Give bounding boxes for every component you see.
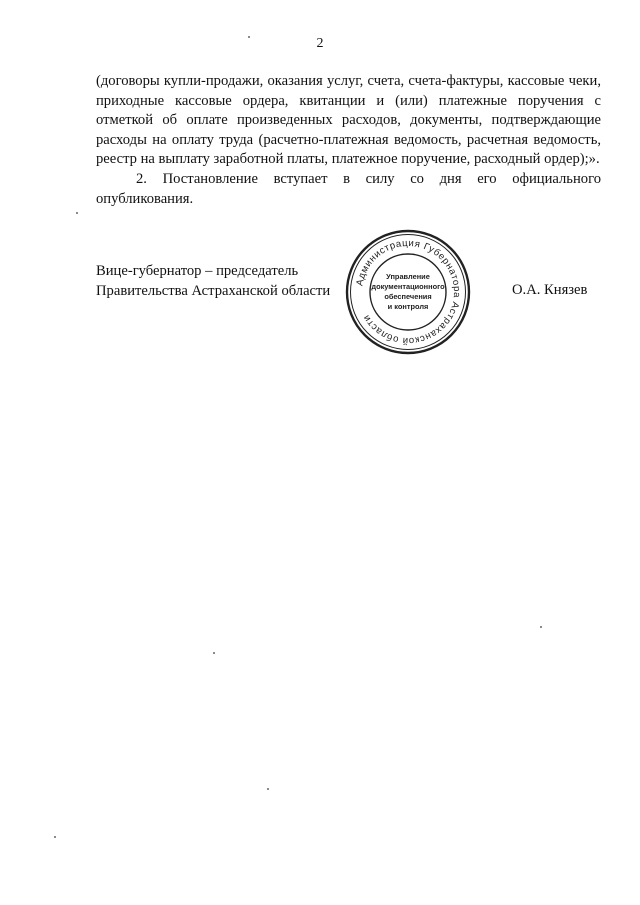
scan-speck [76,212,78,214]
signature-block [96,262,330,301]
scan-speck [213,652,215,654]
stamp-center-line-1: Управление [386,272,430,281]
paragraph-documents-list: (договоры купли-продажи, оказания услуг, счета, счета-фактуры, кассовые чеки, приходные кассовые ордера, квитанции и (или) платежные поручения с отметкой об оплате произведенных расходов, документы, подтверждающие расходы на оплату труда (расчетно-платежная ведомость, расчетная ведомость, реестр на выплату заработной платы, платежное поручение, расходный ордер);». [96,73,601,168]
stamp-center-line-3: обеспечения [384,292,432,301]
body-text [96,72,601,209]
signer-title-line-1: Вице-губернатор – председатель [96,263,299,279]
scan-speck [248,36,250,38]
official-stamp [344,228,472,356]
page-number: 2 [316,36,324,51]
scan-speck [540,626,542,628]
signer-name: О.А. Князев [512,282,588,298]
paragraph-effective-date: 2. Постановление вступает в силу со дня его официального опубликования. [96,170,601,207]
stamp-seal-icon [344,228,472,356]
signer-title-line-2: Правительства Астраханской области [96,282,331,299]
scan-speck [54,836,56,838]
stamp-center-line-4: и контроля [387,302,429,311]
stamp-ring-text: Администрация Губернатора Астраханской области [354,237,463,347]
stamp-center-line-2: документационного [371,282,445,291]
scan-speck [267,788,269,790]
